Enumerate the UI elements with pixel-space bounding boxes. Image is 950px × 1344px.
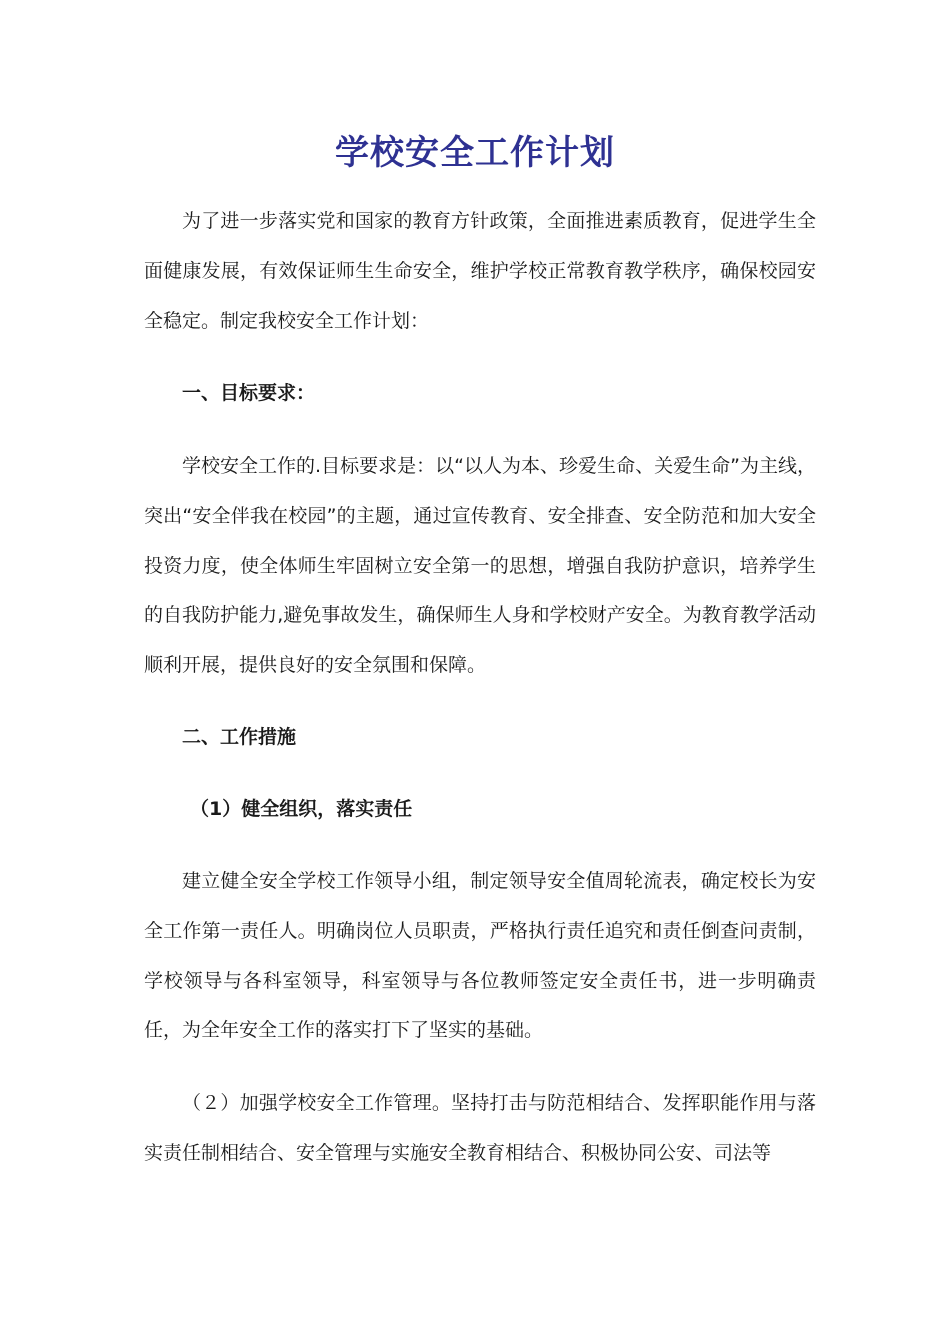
section-heading-goals: 一、目标要求： <box>182 382 316 404</box>
sub-heading-organization: （1）健全组织，落实责任 <box>190 798 413 820</box>
intro-paragraph: 为了进一步落实党和国家的教育方针政策，全面推进素质教育，促进学生全面健康发展，有效保证师生生命安全，维护学校正常教育教学秩序，确保校园安全稳定。制定我校安全工作计划： <box>144 210 816 332</box>
goals-paragraph: 学校安全工作的.目标要求是：以“以人为本、珍爱生命、关爱生命”为主线，突出“安全伴我在校园”的主题，通过宣传教育、安全排查、安全防范和加大安全投资力度，使全体师生牢固树立安全第一的思想，增强自我防护意识，培养学生的自我防护能力,避免事故发生，确保师生人身和学校财产安全。为教育教学活动顺利开展，提供良好的安全氛围和保障。 <box>144 455 816 677</box>
document-title: 学校安全工作计划 <box>335 133 615 173</box>
management-paragraph: （２）加强学校安全工作管理。坚持打击与防范相结合、发挥职能作用与落实责任制相结合、安全管理与实施安全教育相结合、积极协同公安、司法等 <box>144 1092 816 1164</box>
section-heading-measures: 二、工作措施 <box>182 726 297 748</box>
organization-paragraph: 建立健全安全学校工作领导小组，制定领导安全值周轮流表，确定校长为安全工作第一责任人。明确岗位人员职责，严格执行责任追究和责任倒查问责制，学校领导与各科室领导，科室领导与各位教师签定安全责任书，进一步明确责任，为全年安全工作的落实打下了坚实的基础。 <box>144 870 816 1042</box>
